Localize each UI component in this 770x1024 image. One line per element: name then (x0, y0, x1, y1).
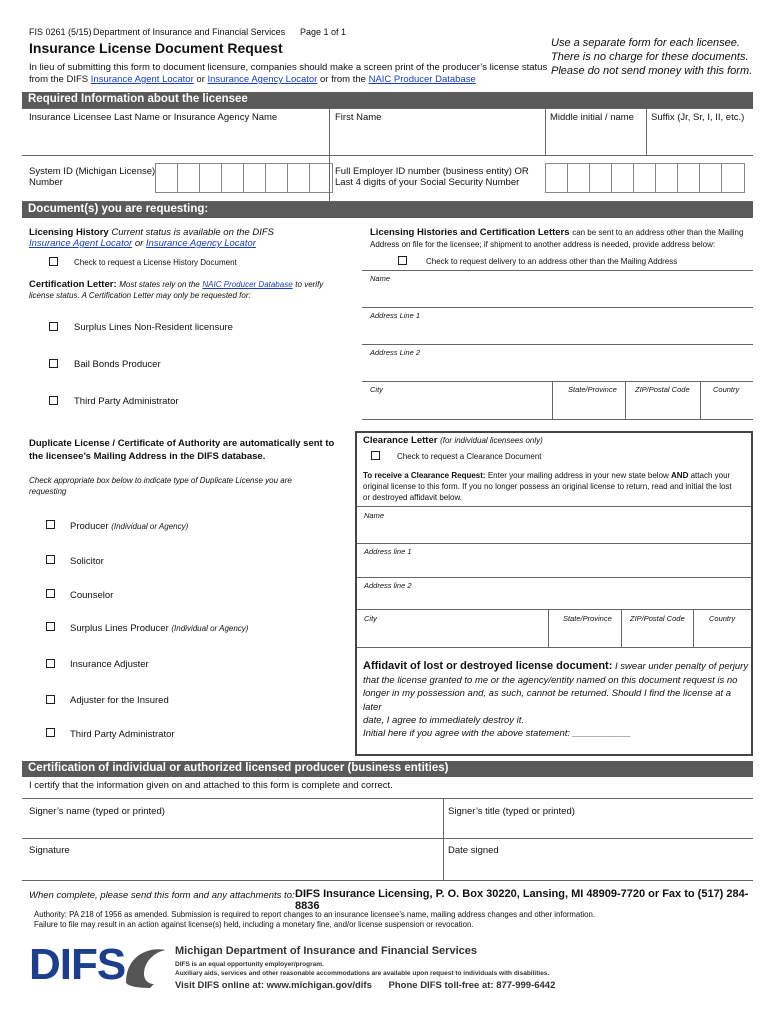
dup-surplus-label: Surplus Lines Producer (Individual or Agency) (70, 623, 249, 634)
footer-notices: DIFS is an equal opportunity employer/program. Auxiliary aids, services and other reasonable accommodations are available upon request to individuals with disabilities. (175, 961, 550, 977)
duplicate-title: Duplicate License / Certificate of Authority are automatically sent to the licensee’s Mailing Address in the DIFS database. (29, 438, 335, 462)
first-name-label: First Name (335, 112, 382, 123)
clearance-title: Clearance Letter (for individual licensees only) (363, 435, 543, 446)
send-address: DIFS Insurance Licensing, P. O. Box 30220, Lansing, MI 48909-7720 or Fax to (517) 284-8836 (295, 888, 749, 912)
visit-website[interactable]: Visit DIFS online at: www.michigan.gov/difs (175, 980, 372, 991)
agent-locator-link[interactable]: Insurance Agent Locator (90, 74, 194, 85)
form-notes: Use a separate form for each licensee. There is no charge for these documents. Please do not send money with this form. (551, 37, 753, 77)
agency-locator-link[interactable]: Insurance Agency Locator (207, 74, 318, 85)
difs-logo: DIFS (29, 940, 126, 989)
signer-name-label[interactable]: Signer’s name (typed or printed) (29, 806, 165, 817)
dup-counselor-checkbox[interactable] (46, 589, 55, 598)
org-name: Michigan Department of Insurance and Financial Services (175, 945, 477, 957)
clear-city-field[interactable]: City (364, 614, 377, 623)
certification-note: license status. A Certification Letter may only be requested for: (29, 291, 251, 300)
history-links: Insurance Agent Locator or Insurance Agency Locator (29, 238, 256, 249)
dup-producer-label: Producer (Individual or Agency) (70, 521, 189, 532)
system-id-input[interactable] (155, 163, 333, 193)
surplus-lines-checkbox[interactable] (49, 322, 58, 331)
dup-solicitor-checkbox[interactable] (46, 555, 55, 564)
authority-text: Authority: PA 218 of 1956 as amended. Submission is required to report changes to an insurance licensee’s name, mailing address changes and other information. Failure to file may result in an action against license(s) held, including a monetary fine, and/or license suspension or revocation. (34, 910, 595, 929)
clear-country-field[interactable]: Country (709, 614, 736, 623)
form-id: FIS 0261 (5/15) (29, 27, 92, 37)
send-label: When complete, please send this form and any attachments to: (29, 890, 295, 901)
dup-tpa-checkbox[interactable] (46, 728, 55, 737)
dup-adjuster-insured-label: Adjuster for the Insured (70, 695, 169, 706)
licensing-history-line: Licensing History Current status is available on the DIFS (29, 227, 274, 238)
clear-name-field[interactable]: Name (364, 511, 385, 520)
certification-heading: Certification of individual or authorized licensed producer (business entities) (22, 761, 753, 777)
addr-state-field[interactable]: State/Province (568, 385, 617, 394)
signature-label[interactable]: Signature (29, 845, 70, 856)
dup-surplus-checkbox[interactable] (46, 622, 55, 631)
phone-number[interactable]: Phone DIFS toll-free at: 877-999-6442 (388, 980, 556, 991)
dup-adjuster-checkbox[interactable] (46, 659, 55, 668)
surplus-lines-label: Surplus Lines Non-Resident licensure (74, 322, 233, 333)
affidavit-initial[interactable]: Initial here if you agree with the above statement: ___________ (363, 728, 631, 739)
affidavit-text: Affidavit of lost or destroyed license document: I swear under penalty of perjury that the license granted to me or the agency/entity named on this document request is no longer in my possession and, as such, cannot be returned. Should I find the license at a later date, I agree to immediately destroy it. (363, 660, 749, 726)
last-name-label: Insurance Licensee Last Name or Insurance Agency Name (29, 112, 278, 123)
intro-line-1: In lieu of submitting this form to document licensure, companies should make a screen print of the producer’s license status (29, 62, 548, 73)
dup-adjuster-label: Insurance Adjuster (70, 659, 149, 670)
fein-label: Full Employer ID number (business entity) OR Last 4 digits of your Social Security Number (335, 166, 529, 188)
duplicate-note: Check appropriate box below to indicate type of Duplicate License you are requesting (29, 476, 292, 496)
system-id-label: System ID (Michigan License) Number (29, 166, 156, 188)
addr-country-field[interactable]: Country (713, 385, 740, 394)
documents-heading: Document(s) you are requesting: (22, 202, 753, 218)
addr-line1-field[interactable]: Address Line 1 (370, 311, 421, 320)
fein-input[interactable] (545, 163, 745, 193)
dup-counselor-label: Counselor (70, 590, 114, 601)
clearance-instructions: To receive a Clearance Request: Enter your mailing address in your new state below AND attach your original license to this form. If you no longer possess an original license to return, read and initial the lost or destroyed affidavit below. (363, 471, 732, 502)
naic-database-link[interactable]: NAIC Producer Database (368, 74, 476, 85)
tpa-cert-checkbox[interactable] (49, 396, 58, 405)
delivery-address-label: Check to request delivery to an address other than the Mailing Address (426, 257, 678, 266)
clear-state-field[interactable]: State/Province (563, 614, 612, 623)
bail-bonds-checkbox[interactable] (49, 359, 58, 368)
license-history-checkbox[interactable] (49, 257, 58, 266)
clearance-check-label: Check to request a Clearance Document (397, 452, 542, 461)
clearance-checkbox[interactable] (371, 451, 380, 460)
page-number: Page 1 of 1 (300, 27, 347, 37)
intro-line-2: from the DIFS Insurance Agent Locator or Insurance Agency Locator or from the NAIC Producer Database (29, 74, 476, 85)
dup-tpa-label: Third Party Administrator (70, 729, 175, 740)
history-agent-locator-link[interactable]: Insurance Agent Locator (29, 238, 133, 249)
dup-producer-checkbox[interactable] (46, 520, 55, 529)
department-name: Department of Insurance and Financial Services (93, 27, 286, 37)
tpa-cert-label: Third Party Administrator (74, 396, 179, 407)
suffix-label: Suffix (Jr, Sr, I, II, etc.) (651, 112, 745, 123)
hist-cert-heading: Licensing Histories and Certification Letters can be sent to an address other than the Mailing (370, 227, 744, 238)
history-agency-locator-link[interactable]: Insurance Agency Locator (145, 238, 256, 249)
addr-city-field[interactable]: City (370, 385, 383, 394)
signer-title-label[interactable]: Signer’s title (typed or printed) (448, 806, 575, 817)
certification-statement: I certify that the information given on and attached to this form is complete and correct. (29, 780, 393, 791)
date-signed-label[interactable]: Date signed (448, 845, 499, 856)
middle-name-label: Middle initial / name (550, 112, 634, 123)
clear-line2-field[interactable]: Address line 2 (364, 581, 412, 590)
footer-contact (175, 980, 555, 991)
clear-line1-field[interactable]: Address line 1 (364, 547, 412, 556)
logo-swoosh-icon (120, 940, 172, 990)
hist-cert-text: Address on file for the licensee; if shipment to another address is needed, provide address below: (370, 240, 716, 249)
certification-letter-line: Certification Letter: Most states rely on the NAIC Producer Database to verify (29, 279, 324, 290)
delivery-address-checkbox[interactable] (398, 256, 407, 265)
dup-solicitor-label: Solicitor (70, 556, 104, 567)
required-info-heading: Required Information about the licensee (22, 92, 753, 108)
addr-line2-field[interactable]: Address Line 2 (370, 348, 421, 357)
bail-bonds-label: Bail Bonds Producer (74, 359, 161, 370)
page-title: Insurance License Document Request (29, 40, 283, 56)
dup-adjuster-insured-checkbox[interactable] (46, 695, 55, 704)
addr-zip-field[interactable]: ZIP/Postal Code (635, 385, 690, 394)
license-history-check-label: Check to request a License History Document (74, 258, 237, 267)
clear-zip-field[interactable]: ZIP/Postal Code (630, 614, 685, 623)
addr-name-field[interactable]: Name (370, 274, 391, 283)
cert-naic-link[interactable]: NAIC Producer Database (202, 280, 293, 289)
